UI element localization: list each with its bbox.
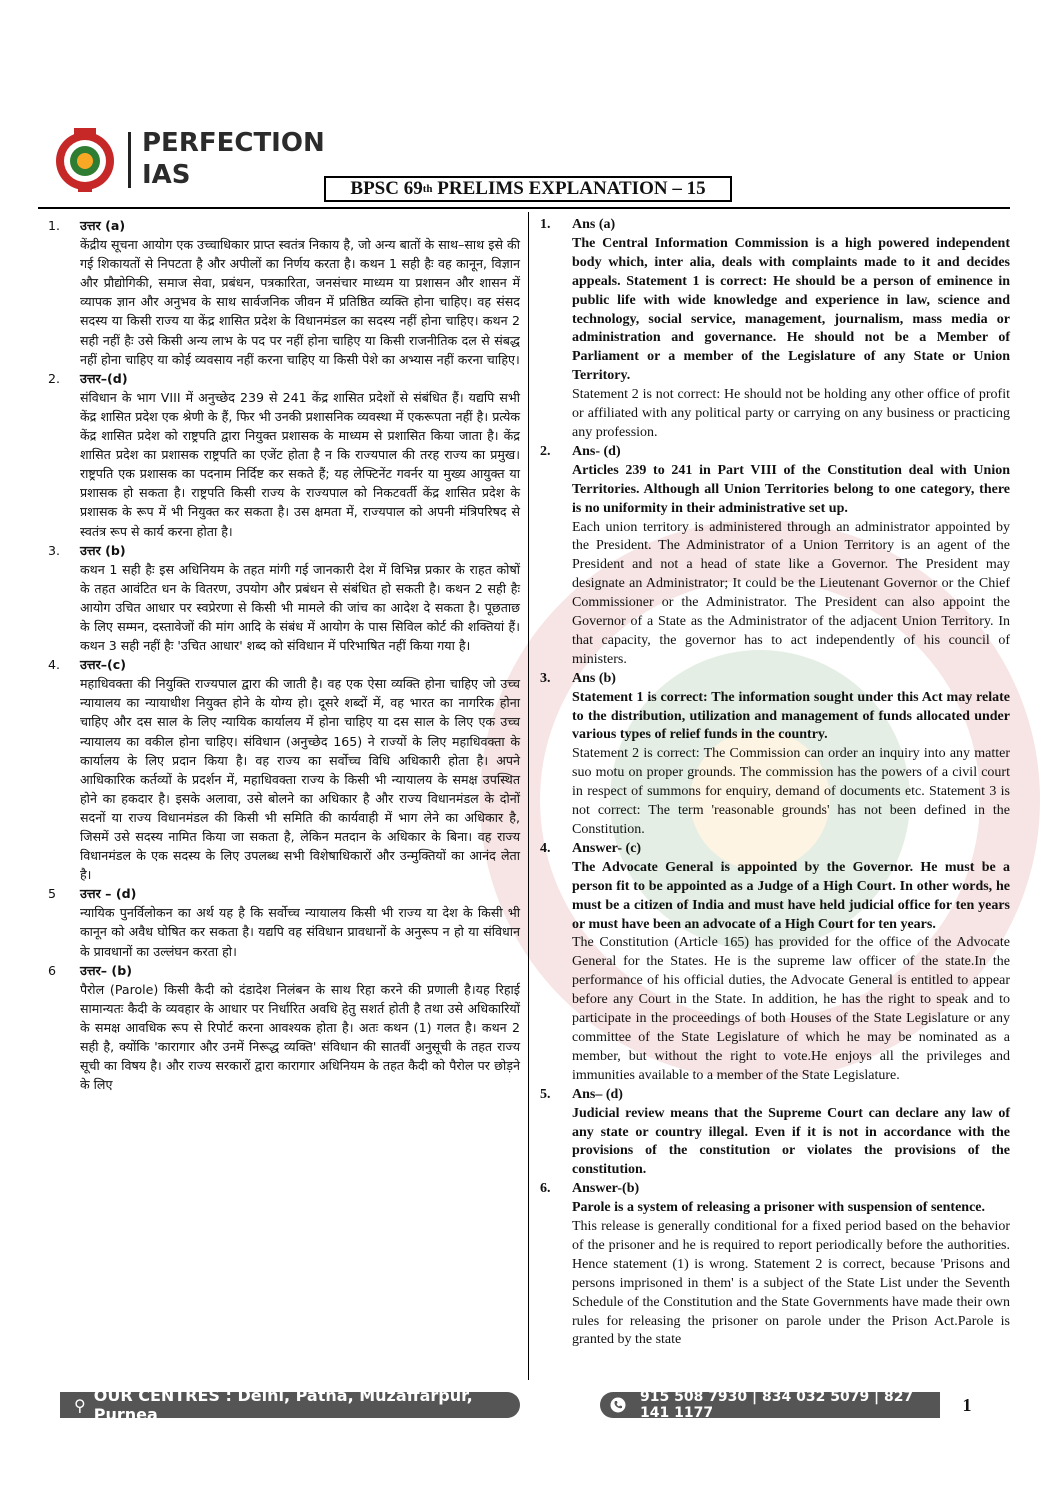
right-answer-item	[540, 443, 1010, 670]
question-number: 5	[48, 886, 57, 902]
brand-name: PERFECTION	[142, 128, 325, 158]
answer-label: उत्तर– (b)	[80, 962, 132, 978]
left-answer-item	[48, 884, 520, 960]
question-number: 6.	[540, 1181, 551, 1197]
question-number: 4.	[48, 657, 61, 673]
title-rest: PRELIMS EXPLANATION – 15	[432, 178, 706, 199]
answer-label: Ans (a)	[572, 217, 616, 232]
perfection-ias-logo	[52, 126, 118, 192]
answer-label: उत्तर (a)	[80, 218, 126, 233]
left-answer-item	[48, 655, 520, 884]
explanation-text: न्यायिक पुनर्विलोकन का अर्थ यह है कि सर्वोच्च न्यायालय किसी भी राज्य या देश के किसी भी कानून को अवैध घोषित कर सकता है। यद्यपि वह संविधान प्रावधानों के अनुरूप न हो या संविधान के प्रावधानों का उल्लंघन करता हो।	[80, 905, 520, 959]
question-number: 2.	[48, 370, 61, 386]
explanation-text: Statement 1 is correct: The information sought under this Act may relate to the distribution, utilization and management of funds allocated under various types of relief funds in the country.	[572, 689, 1010, 743]
explanation-text-continued: This release is generally conditional for a fixed period based on the behavior of the prisoner and he is required to report periodically before the authorities. Hence statement (1) is wrong. Statement 2 is correct, because 'Prisons and persons imprisoned in them' is a subject of the State List under the Seventh Schedule of the Constitution and the State Governments have made their own rules for releasing the prisoner on parole under the Prison Act.Parole is granted by the state	[572, 1219, 1010, 1348]
centres-text: OUR CENTRES : Delhi, Patna, Muzaffarpur, Purnea	[93, 1386, 473, 1424]
explanation-text: Judicial review means that the Supreme Court can declare any law of any state or country illegal. Even if it is not in accordance with the provisions of the constitution or violates the provisions of the constitution.	[572, 1105, 1010, 1178]
answer-label: Answer- (c)	[572, 840, 642, 856]
english-column	[540, 216, 1010, 1350]
answer-label: उत्तर–(d)	[80, 370, 128, 386]
answer-label: उत्तर – (d)	[80, 886, 137, 902]
column-divider	[528, 212, 529, 1380]
explanation-text-continued: Statement 2 is not correct: He should not be holding any other office of profit or affiliated with any political party or carrying on any business or practicing any profession.	[572, 387, 1010, 440]
left-answer-item	[48, 541, 520, 656]
explanation-text: The Advocate General is appointed by the Governor. He must be a person fit to be appointed as a Judge of a High Court. In other words, he must be a citizen of India and must have held judicial office for ten years or must have been an advocate of a High Court for ten years.	[572, 859, 1010, 932]
question-number: 4.	[540, 840, 551, 856]
answer-label: Ans– (d)	[572, 1086, 623, 1102]
question-number: 2.	[540, 443, 551, 459]
brand-divider	[128, 132, 131, 188]
right-answer-item	[540, 1086, 1010, 1181]
right-answer-item	[540, 840, 1010, 1086]
explanation-text-continued: Each union territory is administered through an administrator appointed by the President. The Administrator of a Union Territory is an agent of the President and not a head of state like a Governor. The President may designate an Administrator; It could be the Lieutenant Governor or the Chief Commissioner or the Administrator. The President can also appoint the Governor of a State as the Administrator of the adjacent Union Territory. In that capacity, the governor has to act independently of his council of ministers.	[572, 519, 1010, 667]
page-footer	[60, 1386, 990, 1424]
document-title	[324, 176, 732, 202]
explanation-text: महाधिवक्ता की नियुक्ति राज्यपाल द्वारा की जाती है। वह एक ऐसा व्यक्ति होना चाहिए जो उच्च न्यायालय का न्यायाधीश नियुक्त होने के योग्य हो। दूसरे शब्दों में, वह भारत का नागरिक होना चाहिए और दस साल के लिए न्यायिक कार्यालय में होना चाहिए या दस साल के लिए एक उच्च न्यायालय का वकील होना चाहिए। संविधान (अनुच्छेद 165) ने राज्यों के लिए महाधिवक्ता के कार्यालय के लिए प्रदान किया है। वह राज्य का सर्वोच्च विधि अधिकारी होता है। अपने आधिकारिक कर्तव्यों के प्रदर्शन में, महाधिवक्ता राज्य के किसी भी न्यायालय के समक्ष उपस्थित होने का हकदार है। इसके अलावा, उसे बोलने का अधिकार है और राज्य विधानमंडल के दोनों सदनों या राज्य विधानमंडल की किसी भी समिति की कार्यवाही में भाग लेने का अधिकार है, जिसमें उसे सदस्य नामित किया जा सकता है, लेकिन मतदान के अधिकार के बिना। वह राज्य विधानमंडल के एक सदस्य के लिए उपलब्ध सभी विशेषाधिकारों और उन्मुक्तियों का आनंद लेता है।	[80, 676, 520, 883]
explanation-text: Articles 239 to 241 in Part VIII of the Constitution deal with Union Territories. Although all Union Territories belong to one category, there is no uniformity in their administrative set up.	[572, 462, 1010, 516]
phone-numbers: 915 508 7930 | 834 032 5079 | 827 141 1177	[640, 1389, 914, 1421]
explanation-text: संविधान के भाग VIII में अनुच्छेद 239 से 241 केंद्र शासित प्रदेशों से संबंधित हैं। यद्यपि सभी केंद्र शासित प्रदेश एक श्रेणी के हैं, फिर भी उनकी प्रशासनिक व्यवस्था में एकरूपता नहीं है। प्रत्येक केंद्र शासित प्रदेश को राष्ट्रपति द्वारा नियुक्त प्रशासक के माध्यम से प्रशासित किया जाता है। केंद्र शासित प्रदेश का प्रशासक राष्ट्रपति का एजेंट होता है न कि राज्यपाल की तरह राज्य का प्रमुख। राष्ट्रपति एक प्रशासक का पदनाम निर्दिष्ट कर सकते हैं; यह लेफ्टिनेंट गवर्नर या मुख्य आयुक्त या प्रशासक हो सकता है। राष्ट्रपति किसी राज्य के राज्यपाल को निकटवर्ती केंद्र शासित प्रदेश के प्रशासक के रूप में भी नियुक्त कर सकता है। उस क्षमता में, राज्यपाल को अपनी मंत्रिपरिषद से स्वतंत्र रूप से कार्य करना होता है।	[80, 389, 520, 539]
brand-suffix: IAS	[142, 160, 191, 190]
left-answer-item	[48, 369, 520, 541]
hindi-column	[48, 216, 520, 1094]
answer-label: उत्तर (b)	[80, 542, 126, 558]
question-number: 3.	[48, 542, 61, 558]
right-answer-item	[540, 1180, 1010, 1350]
location-pin-icon: ⚲	[74, 1395, 86, 1415]
left-answer-item	[48, 216, 520, 369]
header-rule	[38, 207, 1010, 209]
title-main: BPSC 69	[350, 178, 423, 199]
explanation-text: केंद्रीय सूचना आयोग एक उच्चाधिकार प्राप्त स्वतंत्र निकाय है, जो अन्य बातों के साथ–साथ इसे की गई शिकायतों से निपटता है और अपीलों का निर्णय करता है। कथन 1 सही हैः वह कानून, विज्ञान और प्रौद्योगिकी, समाज सेवा, प्रबंधन, पत्रकारिता, जनसंचार माध्यम या प्रशासन और शासन में व्यापक ज्ञान और अनुभव के साथ सार्वजनिक जीवन में प्रतिष्ठित व्यक्ति होना चाहिए। वह संसद सदस्य या किसी राज्य या केंद्र शासित प्रदेश के विधानमंडल का सदस्य नहीं होना चाहिए। कथन 2 सही नहीं हैः उसे किसी अन्य लाभ के पद पर नहीं होना चाहिए या किसी राजनीतिक दल से संबद्ध नहीं होना चाहिए या कोई व्यवसाय नहीं करना चाहिए या किसी पेशे का अभ्यास नहीं करना चाहिए।	[80, 237, 520, 367]
answer-label: Ans- (d)	[572, 443, 621, 459]
centres-bar	[60, 1386, 520, 1424]
answer-label: उत्तर–(c)	[80, 657, 127, 673]
question-number: 6	[48, 962, 57, 978]
page-number: 1	[944, 1390, 990, 1420]
question-number: 5.	[540, 1086, 551, 1102]
answer-label: Ans (b)	[572, 670, 616, 686]
question-number: 1.	[540, 217, 551, 232]
explanation-text: Parole is a system of releasing a prisoner with suspension of sentence.	[572, 1200, 985, 1216]
explanation-text: पैरोल (Parole) किसी कैदी को दंडादेश निलंबन के साथ रिहा करने की प्रणाली है।यह रिहाई सामान्यतः कैदी के व्यवहार के आधार पर निर्धारित अवधि हेतु सशर्त होती है तथा उसे अधिकारियों के समक्ष आवधिक रूप से रिपोर्ट करना आवश्यक होता है। अतः कथन (1) गलत है। कथन 2 सही है, क्योंकि 'कारागार और उनमें निरूद्ध व्यक्ति' संविधान की सातवीं अनुसूची के तहत राज्य सूची का विषय है। और राज्य सरकारों द्वारा कारागार अधिनियम के तहत कैदी को पैरोल पर छोड़ने के लिए	[80, 981, 520, 1093]
phones-bar	[600, 1389, 940, 1421]
answer-label: Answer-(b)	[572, 1181, 640, 1197]
right-answer-item	[540, 670, 1010, 840]
explanation-text-continued: The Constitution (Article 165) has provided for the office of the Advocate General for the States. He is the supreme law officer of the state.In the performance of his official duties, the Advocate General is entitled to appear before any Court in the State. In addition, he has the right to speak and to participate in the proceedings of both Houses of the State Legislature or any committee of the State Legislature of which he may be nominated as a member, but without the right to vote.He enjoys all the privileges and immunities available to a member of the State Legislature.	[572, 935, 1010, 1083]
question-number: 1.	[48, 218, 61, 233]
explanation-text-continued: Statement 2 is correct: The Commission can order an inquiry into any matter suo motu on proper grounds. The commission has the powers of a civil court in respect of summons for enquiry, demand of documents etc. Statement 3 is not correct: The term 'reasonable grounds' has not been defined in the Constitution.	[572, 746, 1010, 837]
explanation-text: The Central Information Commission is a high powered independent body which, inter alia, deals with complaints made to it and decides appeals. Statement 1 is correct: He should be a person of eminence in public life with wide knowledge and experience in law, science and technology, social service, management, journalism, mass media or administration and governance. He should not be a Member of Parliament or a member of the Legislature of any State or Union Territory.	[572, 235, 1010, 384]
explanation-text: कथन 1 सही हैः इस अधिनियम के तहत मांगी गई जानकारी देश में विभिन्न प्रकार के राहत कोषों के तहत आवंटित धन के वितरण, उपयोग और प्रबंधन से संबंधित हो सकती है। कथन 2 सही हैः आयोग उचित आधार पर स्वप्रेरणा से किसी भी मामले की जांच का आदेश दे सकता है। पूछताछ के लिए सम्मन, दस्तावेजों की मांग आदि के संबंध में आयोग के पास सिविल कोर्ट की शक्तियां हैं। कथन 3 सही नहीं हैः 'उचित आधार' शब्द को संविधान में परिभाषित नहीं किया गया है।	[80, 561, 520, 654]
right-answer-item	[540, 216, 1010, 443]
question-number: 3.	[540, 670, 551, 686]
phone-icon	[610, 1397, 626, 1413]
title-superscript: th	[422, 183, 433, 195]
page-header	[0, 0, 1058, 210]
left-answer-item	[48, 961, 520, 1095]
